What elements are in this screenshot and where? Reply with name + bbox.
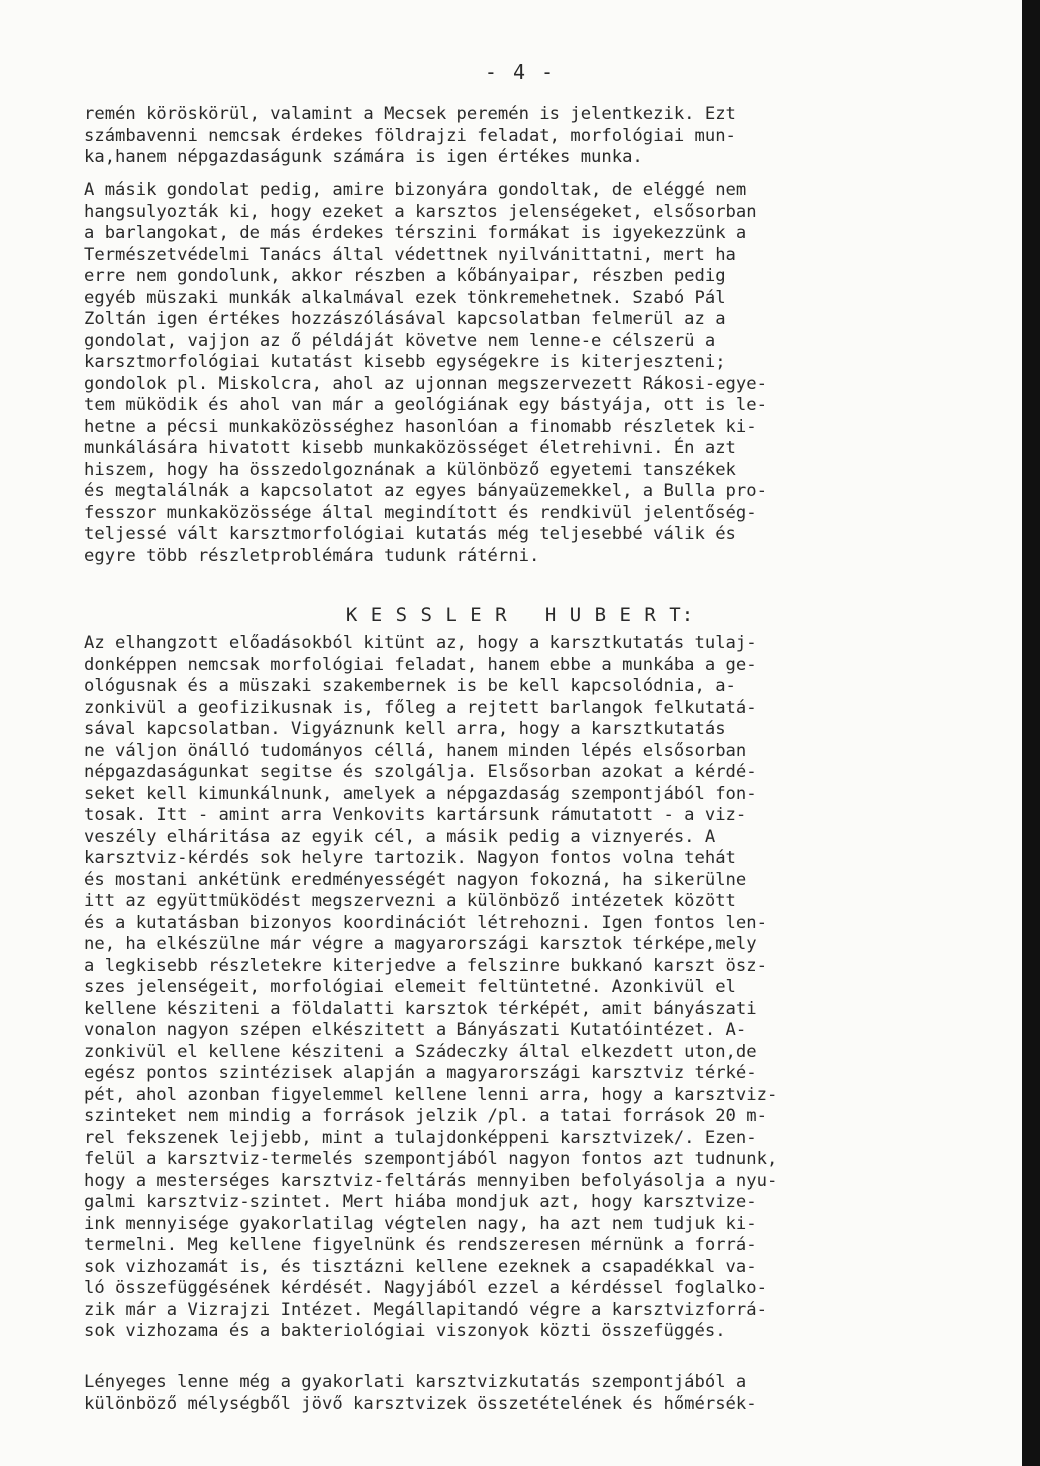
text-line: remén köröskörül, valamint a Mecsek peremén is jelentkezik. Ezt <box>84 104 736 124</box>
text-line: számbavenni nemcsak érdekes földrajzi feladat, morfológiai mun- <box>84 125 736 146</box>
text-line: ka,hanem népgazdaságunk számára is igen értékes munka. <box>84 147 643 167</box>
text-line: karsztmorfológiai kutatást kisebb egységekre is kiterjeszteni; <box>84 352 726 372</box>
text-line: itt az együttmüködést megszervezni a különböző intézetek között <box>84 891 736 911</box>
text-line: pét, ahol azonban figyelemmel kellene lenni arra, hogy a karsztviz- <box>84 1084 778 1105</box>
text-line: népgazdaságunkat segitse és szolgálja. Elsősorban azokat a kérdé- <box>84 762 757 782</box>
text-line: sok vizhozama és a bakteriológiai viszonyok közti összefüggés. <box>84 1321 726 1341</box>
text-line: gondolok pl. Miskolcra, ahol az ujonnan megszervezett Rákosi-egye- <box>84 373 767 394</box>
text-line: ne váljon önálló tudományos céllá, hanem minden lépés elsősorban <box>84 740 747 761</box>
text-line: fesszor munkaközössége által megindított és rendkivül jelentőség- <box>84 502 757 523</box>
text-line: zik már a Vizrajzi Intézet. Megállapitandó végre a karsztvizforrá- <box>84 1299 767 1320</box>
scan-edge <box>1022 0 1040 1466</box>
text-line: szinteket nem mindig a források jelzik /pl. a tatai források 20 m- <box>84 1106 767 1126</box>
text-line: ológusnak és a müszaki szakembernek is be kell kapcsolódnia, a- <box>84 676 736 696</box>
text-line: hogy a mesterséges karsztviz-feltárás mennyiben befolyásolja a nyu- <box>84 1170 778 1191</box>
text-line: ne, ha elkészülne már végre a magyarországi karsztok térképe,mely <box>84 934 757 954</box>
text-line: Természetvédelmi Tanács által védettnek nyilvánittatni, mert ha <box>84 244 736 265</box>
text-line: galmi karsztviz-szintet. Mert hiába mondjuk azt, hogy karsztvize- <box>84 1192 757 1212</box>
text-line: ló összefüggésének kérdését. Nagyjából ezzel a kérdéssel foglalko- <box>84 1278 767 1298</box>
text-line: a barlangokat, de más érdekes térszini formákat is igyekezzünk a <box>84 223 747 243</box>
text-line: termelni. Meg kellene figyelnünk és rendszeresen mérnünk a forrá- <box>84 1235 757 1255</box>
text-line: egész pontos szintézisek alapján a magyarországi karsztviz térké- <box>84 1063 757 1083</box>
text-line: seket kell kimunkálnunk, amelyek a népgazdaság szempontjából fon- <box>84 783 757 804</box>
text-line: szes jelenségeit, morfológiai elemeit feltüntetné. Azonkivül el <box>84 977 736 997</box>
text-line: sok vizhozamát is, és tisztázni kellene ezeknek a csapadékkal va- <box>84 1256 757 1277</box>
text-line: rel fekszenek lejjebb, mint a tulajdonképpeni karsztvizek/. Ezen- <box>84 1127 757 1148</box>
text-line: karsztviz-kérdés sok helyre tartozik. Nagyon fontos volna tehát <box>84 848 736 868</box>
paragraph-3 <box>84 633 954 1343</box>
paragraph-4 <box>84 1372 954 1415</box>
text-line: Zoltán igen értékes hozzászólásával kapcsolatban felmerül az a <box>84 309 726 329</box>
text-line: veszély elháritása az egyik cél, a másik pedig a viznyerés. A <box>84 826 716 847</box>
text-line: felül a karsztviz-termelés szempontjából nagyon fontos azt tudnunk, <box>84 1149 778 1169</box>
paragraph-2 <box>84 180 954 567</box>
text-line: donképpen nemcsak morfológiai feladat, hanem ebbe a munkába a ge- <box>84 654 757 675</box>
text-line: zonkivül a geofizikusnak is, főleg a rejtett barlangok felkutatá- <box>84 697 757 718</box>
text-line: és a kutatásban bizonyos koordinációt létrehozni. Igen fontos len- <box>84 912 767 933</box>
text-line: Lényeges lenne még a gyakorlati karsztvizkutatás szempontjából a <box>84 1372 747 1392</box>
text-line: hiszem, hogy ha összedolgoznának a különböző egyetemi tanszékek <box>84 459 736 480</box>
text-line: erre nem gondolunk, akkor részben a kőbányaipar, részben pedig <box>84 266 726 286</box>
text-line: és mostani ankétünk eredményességét nagyon fokozná, ha sikerülne <box>84 869 747 890</box>
text-line: egyre több részletproblémára tudunk rátérni. <box>84 545 540 566</box>
text-line: zonkivül el kellene késziteni a Szádeczky által elkezdett uton,de <box>84 1041 757 1062</box>
text-line: sával kapcsolatban. Vigyáznunk kell arra, hogy a karsztkutatás <box>84 719 726 739</box>
text-line: hetne a pécsi munkaközösséghez hasonlóan a finomabb részletek ki- <box>84 416 757 437</box>
page-number: - 4 - <box>484 60 556 84</box>
text-line: tem müködik és ahol van már a geológiának egy bástyája, ott is le- <box>84 395 767 415</box>
paragraph-1 <box>84 104 954 169</box>
text-line: és megtalálnák a kapcsolatot az egyes bányaüzemekkel, a Bulla pro- <box>84 481 767 501</box>
text-line: A másik gondolat pedig, amire bizonyára gondoltak, de eléggé nem <box>84 180 747 200</box>
text-line: munkálására hivatott kisebb munkaközösséget életrehivni. Én azt <box>84 438 736 458</box>
speaker-heading: K E S S L E R H U B E R T: <box>345 604 695 626</box>
text-line: hangsulyozták ki, hogy ezeket a karsztos jelenségeket, elsősorban <box>84 201 757 222</box>
text-line: teljessé vált karsztmorfológiai kutatás még teljesebbé válik és <box>84 524 736 544</box>
text-line: vonalon nagyon szépen elkészitett a Bányászati Kutatóintézet. A- <box>84 1020 747 1040</box>
text-line: különböző mélységből jövő karsztvizek összetételének és hőmérsék- <box>84 1393 757 1414</box>
text-line: a legkisebb részletekre kiterjedve a felszinre bukkanó karszt ösz- <box>84 955 767 976</box>
text-line: Az elhangzott előadásokból kitünt az, hogy a karsztkutatás tulaj- <box>84 633 757 653</box>
text-line: kellene késziteni a földalatti karsztok térképét, amit bányászati <box>84 998 757 1019</box>
text-line: ink mennyisége gyakorlatilag végtelen nagy, ha azt nem tudjuk ki- <box>84 1213 757 1234</box>
text-line: gondolat, vajjon az ő példáját követve nem lenne-e célszerü a <box>84 330 716 351</box>
text-line: egyéb müszaki munkák alkalmával ezek tönkremehetnek. Szabó Pál <box>84 287 726 308</box>
text-line: tosak. Itt - amint arra Venkovits kartársunk rámutatott - a viz- <box>84 805 747 825</box>
